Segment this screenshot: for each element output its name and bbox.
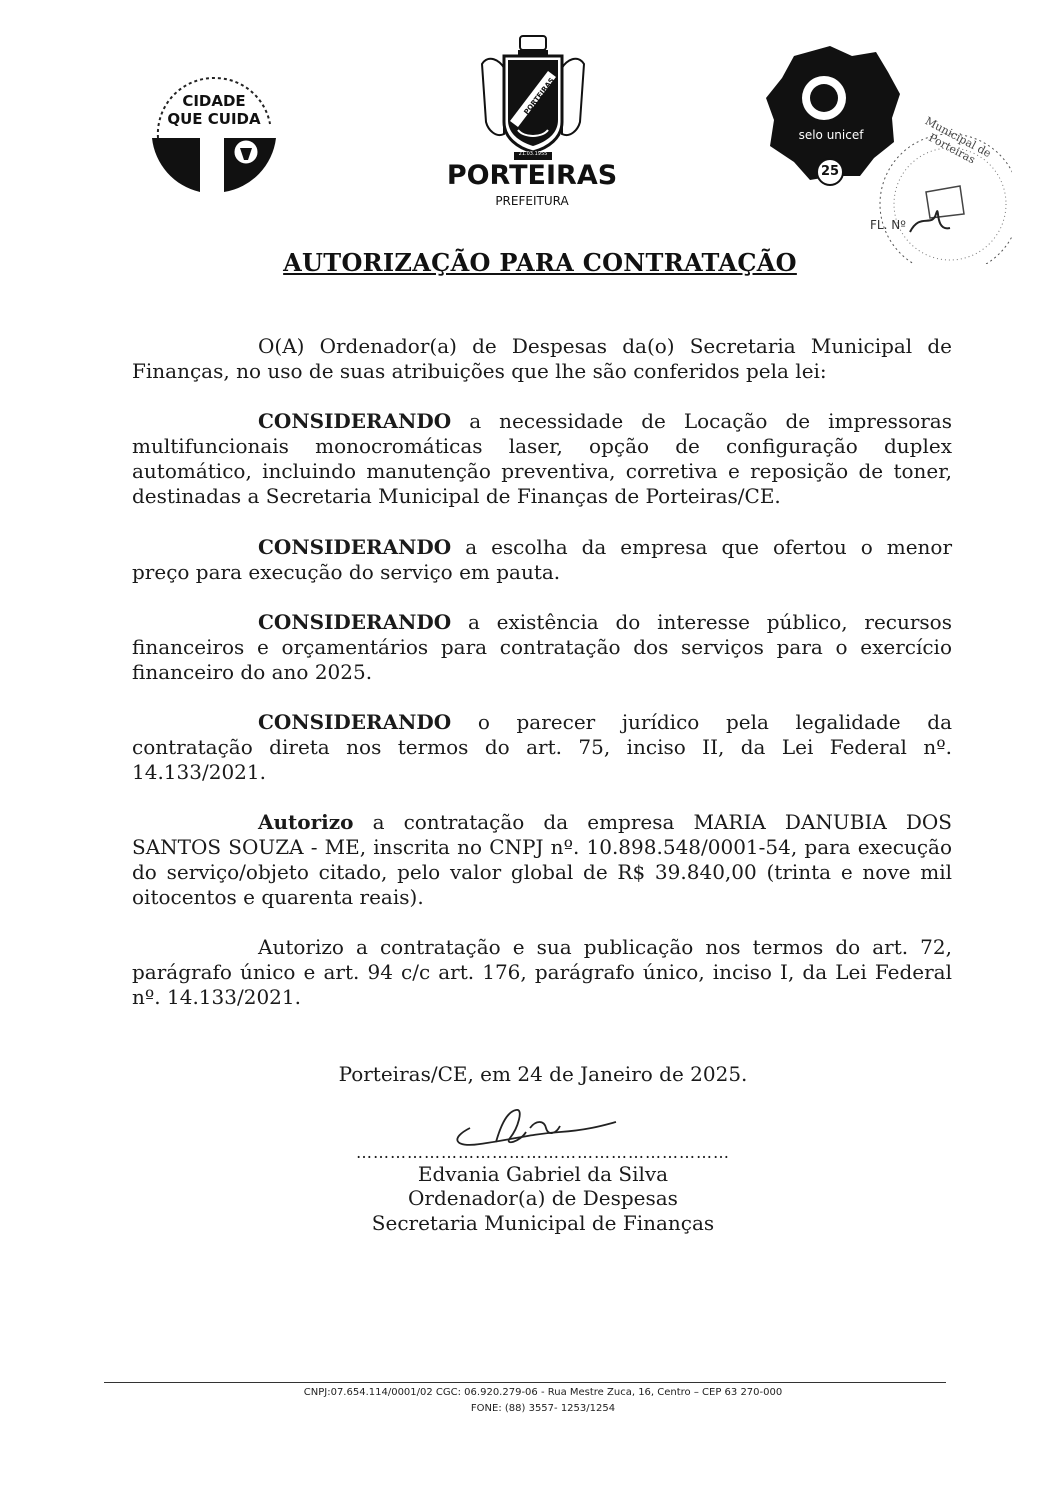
selo-unicef-logo (760, 42, 1012, 264)
logo-text-line-2: QUE CUIDA (167, 110, 261, 128)
publicacao-paragraph: Autorizo a contratação e sua publicação nos termos do art. 72, parágrafo único e art. 94 c/c art. 176, parágrafo único, inciso I, da Lei Federal nº. 14.133/2021. (132, 935, 952, 1009)
considerando-text-4: o parecer jurídico pela legalidade da contratação direta nos termos do art. 75, inciso II, da Lei Federal nº. 14.133/2021. (132, 710, 952, 784)
considerando-text-2: a escolha da empresa que ofertou o menor preço para execução do serviço em pauta. (132, 535, 953, 584)
considerando-text-3: a existência do interesse público, recursos financeiros e orçamentários para contratação dos serviços para o exercício financeiro do ano 2025. (132, 610, 952, 684)
intro-paragraph: O(A) Ordenador(a) de Despesas da(o) Secretaria Municipal de Finanças, no uso de suas atribuições que lhe são conferidos pela lei: (132, 334, 952, 383)
brand-subtitle: PREFEITURA (495, 194, 569, 208)
cidade-que-cuida-logo (148, 64, 280, 196)
logo-text-line-1: CIDADE (182, 92, 246, 110)
footer-divider (104, 1382, 946, 1383)
stamp-text: Municipal de Porteiras (922, 114, 994, 167)
considerando-paragraph-1 (132, 409, 952, 509)
considerando-label: CONSIDERANDO (258, 610, 452, 634)
considerando-text-1: a necessidade de Locação de impressoras multifuncionais monocromáticas laser, opção de configuração duplex automático, incluindo manutenção preventiva, corretiva e reposição de toner, destinadas a Secretaria Municipal de Finanças de Porteiras/CE. (132, 409, 952, 508)
considerando-paragraph-2 (132, 535, 952, 585)
stamp-initials: FL. Nº (870, 218, 906, 232)
considerando-paragraph-3 (132, 610, 952, 685)
footer-phone: FONE: (88) 3557- 1253/1254 (470, 1403, 616, 1414)
document-title: AUTORIZAÇÃO PARA CONTRATAÇÃO (283, 248, 797, 277)
autorizo-label: Autorizo (258, 810, 354, 834)
signer-department: Secretaria Municipal de Finanças (371, 1211, 715, 1235)
place-date: Porteiras/CE, em 24 de Janeiro de 2025. (338, 1062, 748, 1086)
crest-ribbon-text: PORTEIRAS (522, 76, 557, 117)
considerando-label: CONSIDERANDO (258, 409, 452, 433)
signer-role: Ordenador(a) de Despesas (408, 1186, 678, 1210)
autorizo-paragraph (132, 810, 952, 910)
footer-address: CNPJ:07.654.114/0001/02 CGC: 06.920.279-06 - Rua Mestre Zuca, 16, Centro – CEP 63 270-000 (303, 1387, 783, 1398)
considerando-label: CONSIDERANDO (258, 710, 452, 734)
considerando-label: CONSIDERANDO (258, 535, 452, 559)
autorizo-text: a contratação da empresa MARIA DANUBIA DOS SANTOS SOUZA - ME, inscrita no CNPJ nº. 10.898.548/0001-54, para execução do serviço/objeto citado, pelo valor global de R$ 39.840,00 (trinta e nove mil oitocentos e quarenta reais). (132, 810, 953, 909)
considerando-paragraph-4 (132, 710, 952, 785)
crest-date: 21.03.1955 (518, 151, 548, 157)
brand-name: PORTEIRAS (446, 160, 618, 191)
selo-unicef-number: 25 (820, 164, 840, 179)
signature-line: ………………………………………………………… (356, 1143, 730, 1162)
porteiras-crest (478, 34, 588, 162)
cidade-que-cuida-emblem (148, 64, 280, 196)
selo-unicef-text: selo unicef (798, 128, 864, 142)
signer-name: Edvania Gabriel da Silva (417, 1162, 669, 1186)
